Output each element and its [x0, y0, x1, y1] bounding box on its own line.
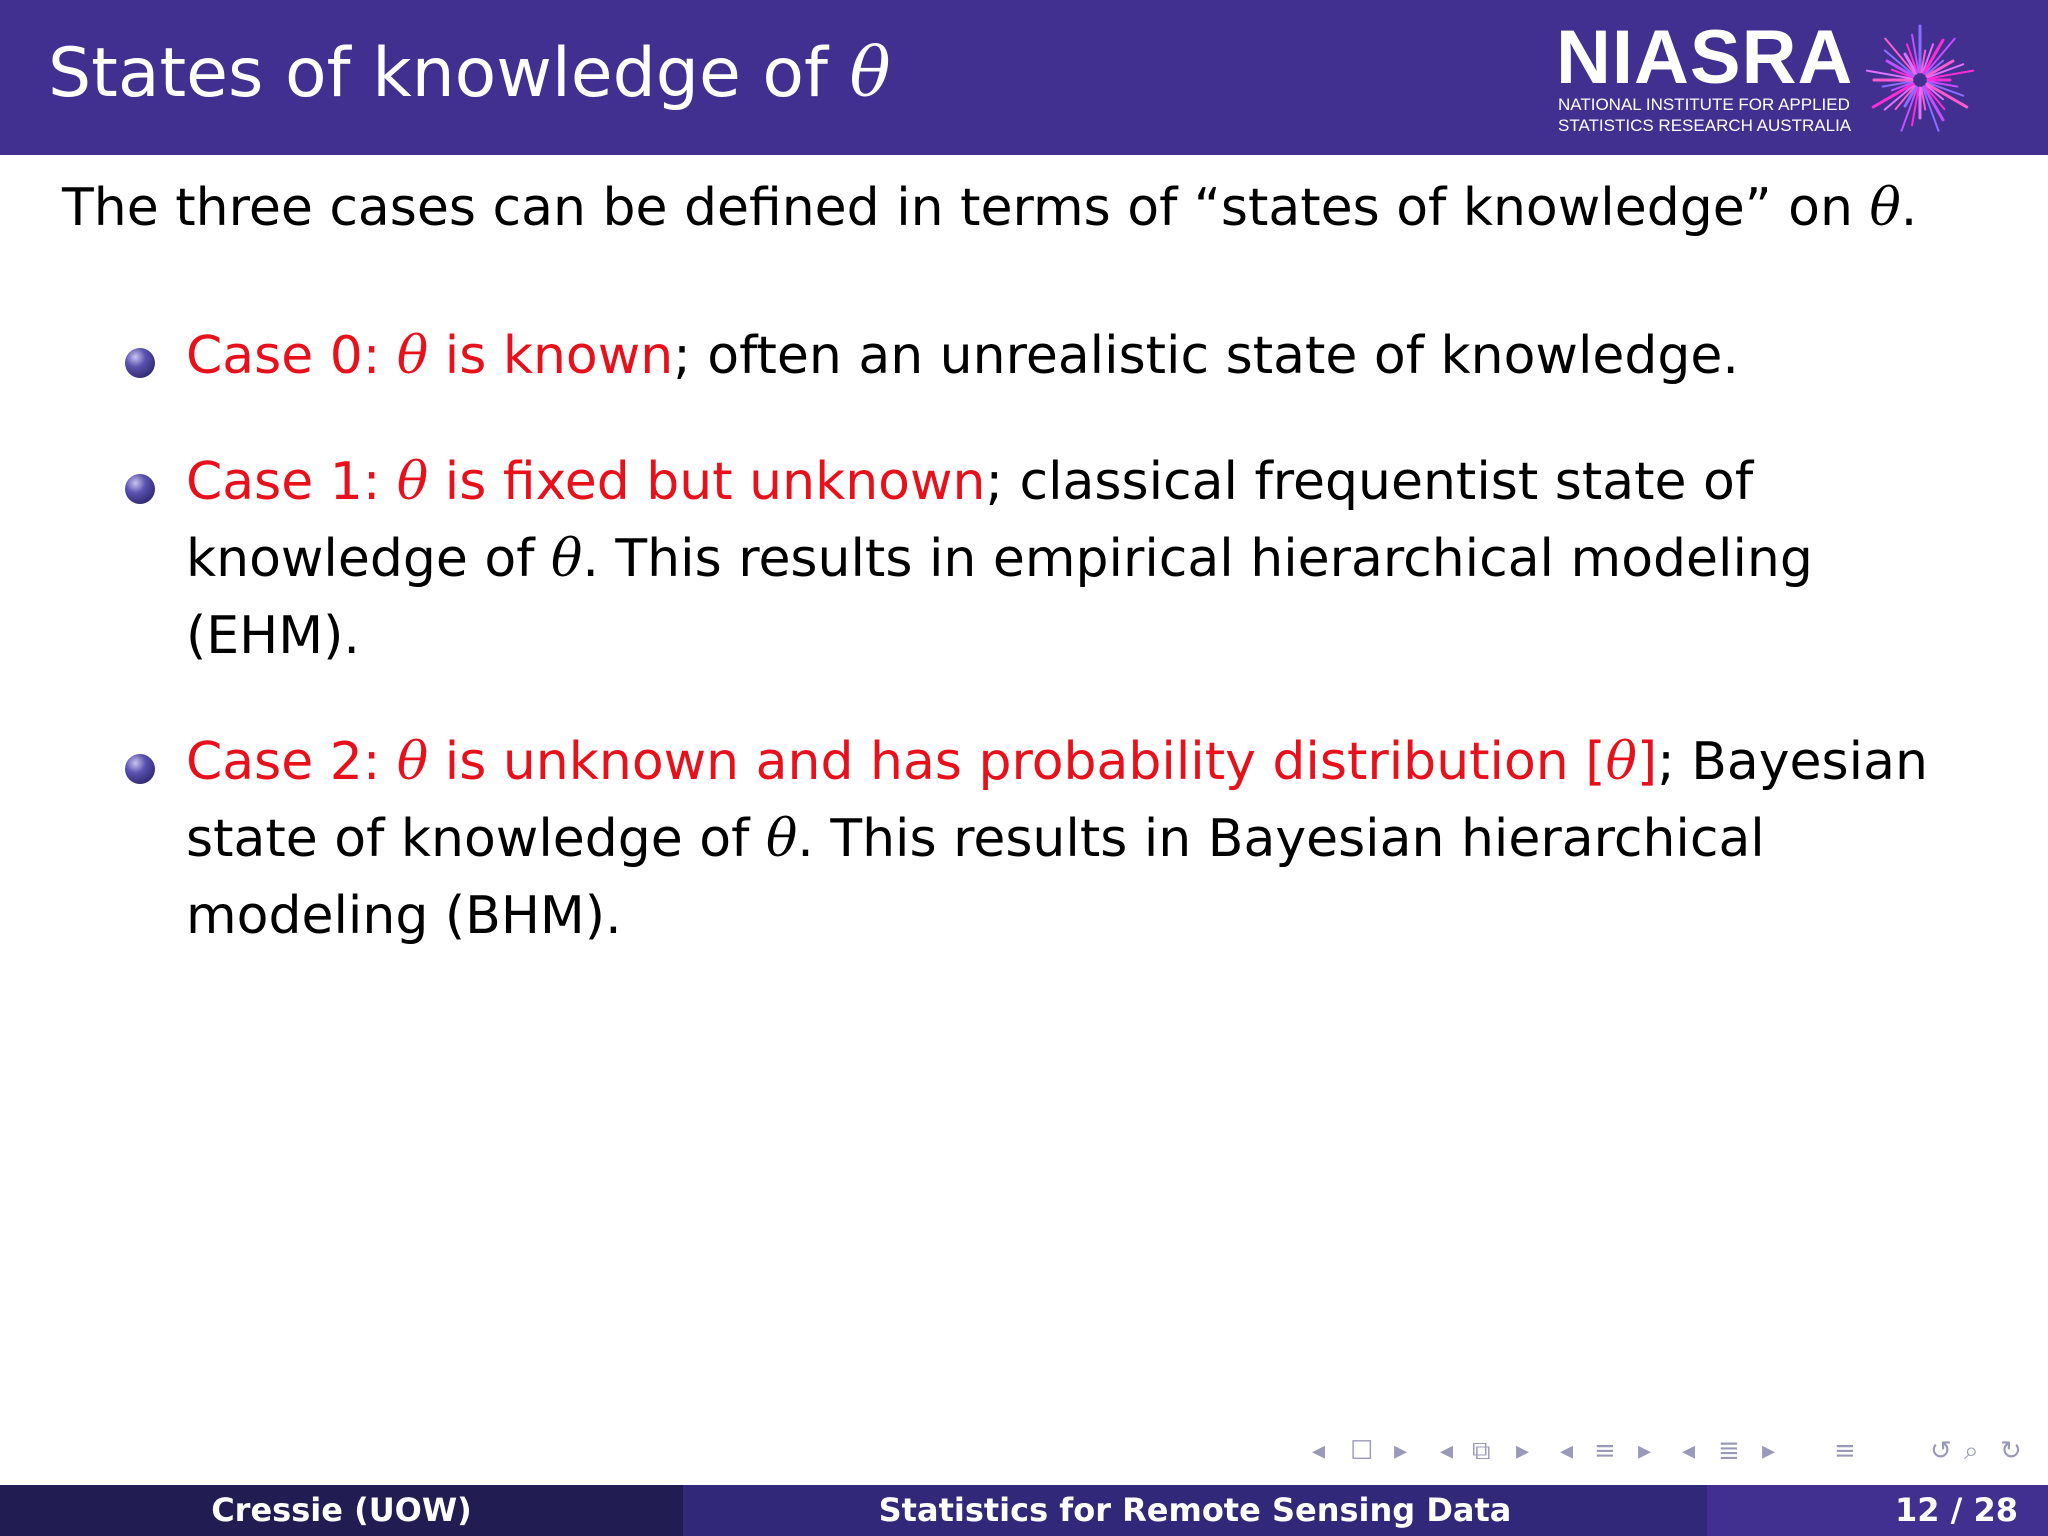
slide-title-theta: θ [849, 34, 891, 113]
logo-subtitle-line1: NATIONAL INSTITUTE FOR APPLIED [1558, 95, 1850, 114]
theta-symbol: θ [396, 326, 429, 386]
beamer-navigation [1312, 1436, 2032, 1476]
arrow-left-icon[interactable]: ◂ [1312, 1436, 1326, 1466]
bullet-text: modeling (BHM). [186, 886, 622, 946]
arrow-right-icon[interactable]: ▸ [1394, 1436, 1408, 1466]
bullet-text: is fixed but unknown [428, 452, 986, 512]
theta-symbol: θ [551, 529, 583, 589]
list-icon[interactable]: ≣ [1718, 1436, 1740, 1466]
footer-page-number: 12 / 28 [1707, 1485, 2048, 1536]
starburst-logo-icon [1860, 20, 1980, 140]
bullet-line [186, 724, 1986, 801]
intro-theta: θ [1869, 178, 1901, 238]
subsection-icon[interactable]: ⧉ [1472, 1436, 1491, 1466]
bullet-item [186, 724, 1986, 955]
bullet-line [186, 598, 1986, 675]
bullet-text: state of knowledge of [186, 809, 766, 869]
redo-icon[interactable]: ↻ [2000, 1436, 2022, 1466]
bullet-marker-icon [125, 754, 155, 784]
arrow-right-icon[interactable]: ▸ [1762, 1436, 1776, 1466]
frame-icon[interactable]: ☐ [1350, 1436, 1374, 1466]
arrow-left-icon[interactable]: ◂ [1440, 1436, 1454, 1466]
bullet-item [186, 318, 1986, 395]
bullet-marker-icon [125, 348, 155, 378]
bullet-text: (EHM). [186, 606, 360, 666]
bullet-line [186, 318, 1986, 395]
slide-title-text: States of knowledge of [48, 34, 850, 113]
arrow-right-icon[interactable]: ▸ [1516, 1436, 1530, 1466]
theta-symbol: θ [1605, 732, 1637, 792]
bullet-item [186, 444, 1986, 675]
theta-symbol: θ [765, 809, 798, 869]
bullet-text: ; classical frequentist state of [985, 452, 1754, 512]
slide-header [0, 0, 2048, 155]
bullet-line [186, 521, 1986, 598]
bullet-marker-icon [125, 474, 155, 504]
arrow-left-icon[interactable]: ◂ [1560, 1436, 1574, 1466]
slide-footer [0, 1485, 2048, 1536]
logo-wordmark: NIASRA [1556, 15, 1854, 100]
footer-talk-title: Statistics for Remote Sensing Data [683, 1485, 1707, 1536]
section-icon[interactable]: ≡ [1594, 1436, 1616, 1466]
theta-symbol: θ [396, 732, 429, 792]
align-icon[interactable]: ≡ [1834, 1436, 1856, 1466]
intro-sentence [62, 178, 1917, 238]
bullet-text: Case 1: [186, 452, 397, 512]
bullet-text: . This results in Bayesian hierarchical [797, 809, 1765, 869]
search-icon[interactable]: ⌕ [1964, 1436, 1979, 1466]
bullet-text: knowledge of [186, 529, 552, 589]
undo-icon[interactable]: ↺ [1930, 1436, 1952, 1466]
bullet-text: ; Bayesian [1657, 732, 1928, 792]
bullet-line [186, 878, 1986, 955]
intro-end: . [1900, 178, 1918, 238]
bullet-text: is known [428, 326, 674, 386]
bullet-text: ] [1636, 732, 1658, 792]
bullet-line [186, 444, 1986, 521]
intro-text: The three cases can be defined in terms of “states of knowledge” on [62, 178, 1870, 238]
bullet-text: Case 2: [186, 732, 397, 792]
theta-symbol: θ [396, 452, 429, 512]
bullet-line [186, 801, 1986, 878]
bullet-text: . This results in empirical hierarchical modeling [582, 529, 1813, 589]
footer-author: Cressie (UOW) [0, 1485, 683, 1536]
bullet-text: ; often an unrealistic state of knowledge. [673, 326, 1739, 386]
logo-subtitle [1558, 94, 1851, 136]
arrow-right-icon[interactable]: ▸ [1638, 1436, 1652, 1466]
bullet-text: Case 0: [186, 326, 397, 386]
logo-subtitle-line2: STATISTICS RESEARCH AUSTRALIA [1558, 116, 1852, 135]
arrow-left-icon[interactable]: ◂ [1682, 1436, 1696, 1466]
bullet-text: is unknown and has probability distribution [ [428, 732, 1606, 792]
slide-title [48, 34, 891, 113]
